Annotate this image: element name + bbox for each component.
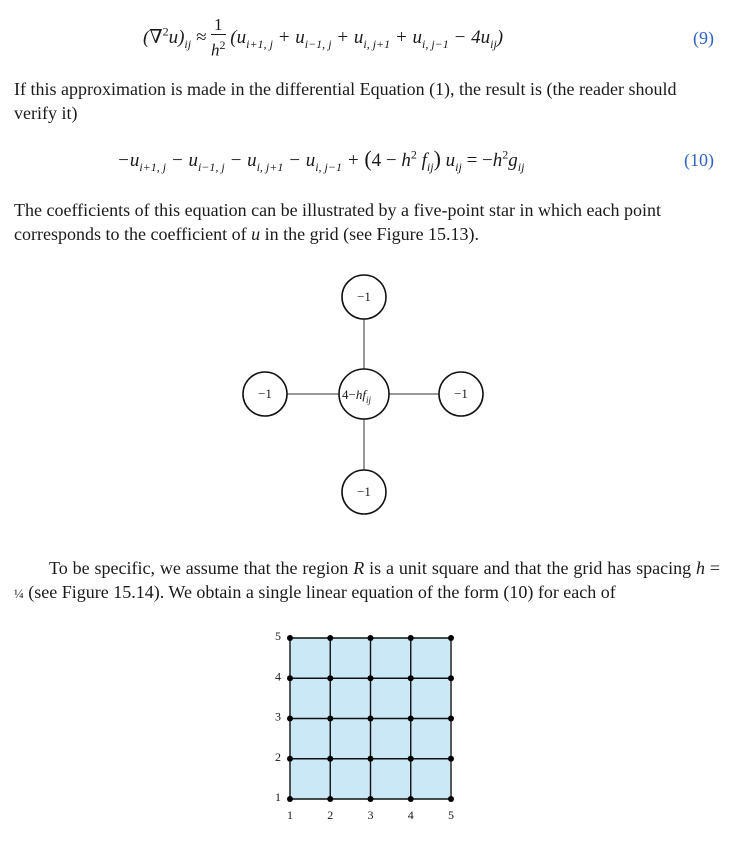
grid-point [368,756,374,762]
grid-point [327,756,333,762]
grid-point [287,796,293,802]
equation-10: $-u_{i+1, j} - u_{i-1, j} - u_{i, j+1} - u_{i, j-1} + (4 - h^2$ $f_{ij}$) $u_{ij} = -h^2g_{ij}$ [117,146,525,174]
grid-x-ticks [287,808,454,822]
grid-y-tick-label: 1 [275,790,281,804]
grid-point [327,716,333,722]
eq9-lhs: $(\nabla^2u)_{ij}$ ≈ [143,24,212,51]
grid-point [287,635,293,641]
grid-point [448,635,454,641]
grid-point [448,716,454,722]
star-node-bottom-label: −1 [357,484,371,499]
eq10-number: (10) [684,150,714,170]
grid-point [408,756,414,762]
grid-y-ticks [275,629,281,804]
eq9-rhs: $(u_{i+1, j} + u_{i-1, j} + u_{i, j+1} + u_{i, j-1} - 4u_{ij})$ [230,26,504,51]
grid-y-tick-label: 5 [275,629,281,643]
grid-y-tick-label: 2 [275,749,281,764]
grid-point [408,716,414,722]
star-node-center-label: $4-hf_{ij}$ [342,387,371,405]
grid-x-tick-label: 4 [407,808,414,822]
grid-point [287,756,293,762]
grid-y-tick-label: 4 [275,669,281,684]
grid-point [368,796,374,802]
grid-point [368,635,374,641]
grid-point [448,675,454,681]
eq9-frac-den: $h^2$ [211,38,226,60]
grid-x-tick-label: 2 [327,808,334,822]
grid-point [368,675,374,681]
grid-point [408,675,414,681]
grid-point [448,756,454,762]
paragraph-3: To be specific, we assume that the region R is a unit square and that the grid has spacing h = ¼ (see Figure 15.14). We obtain a single linear equation of the form (10) for each of [14,558,721,602]
eq9-number: (9) [693,28,714,48]
paragraph-1: If this approximation is made in the differential Equation (1), the result is (the reader should verify it) [14,79,677,123]
star-node-top-label: −1 [357,289,371,304]
grid-x-tick-label: 3 [367,808,374,822]
grid-point [448,796,454,802]
grid-point [287,675,293,681]
grid-point [327,675,333,681]
grid-point [408,796,414,802]
eq9-frac-num: 1 [211,16,226,35]
star-node-right-label: −1 [454,386,468,401]
paragraph-2: The coefficients of this equation can be illustrated by a five-point star in which each point corresponds to the coefficient of u in the grid (see Figure 15.13). [14,200,661,244]
grid-point [327,635,333,641]
star-node-left-label: −1 [258,386,272,401]
grid-y-tick-label: 3 [275,709,281,724]
grid-x-tick-label: 1 [287,808,293,822]
grid-x-tick-label: 5 [448,808,454,822]
grid-point [408,635,414,641]
grid-point [287,716,293,722]
grid-point [327,796,333,802]
grid-point [368,716,374,722]
